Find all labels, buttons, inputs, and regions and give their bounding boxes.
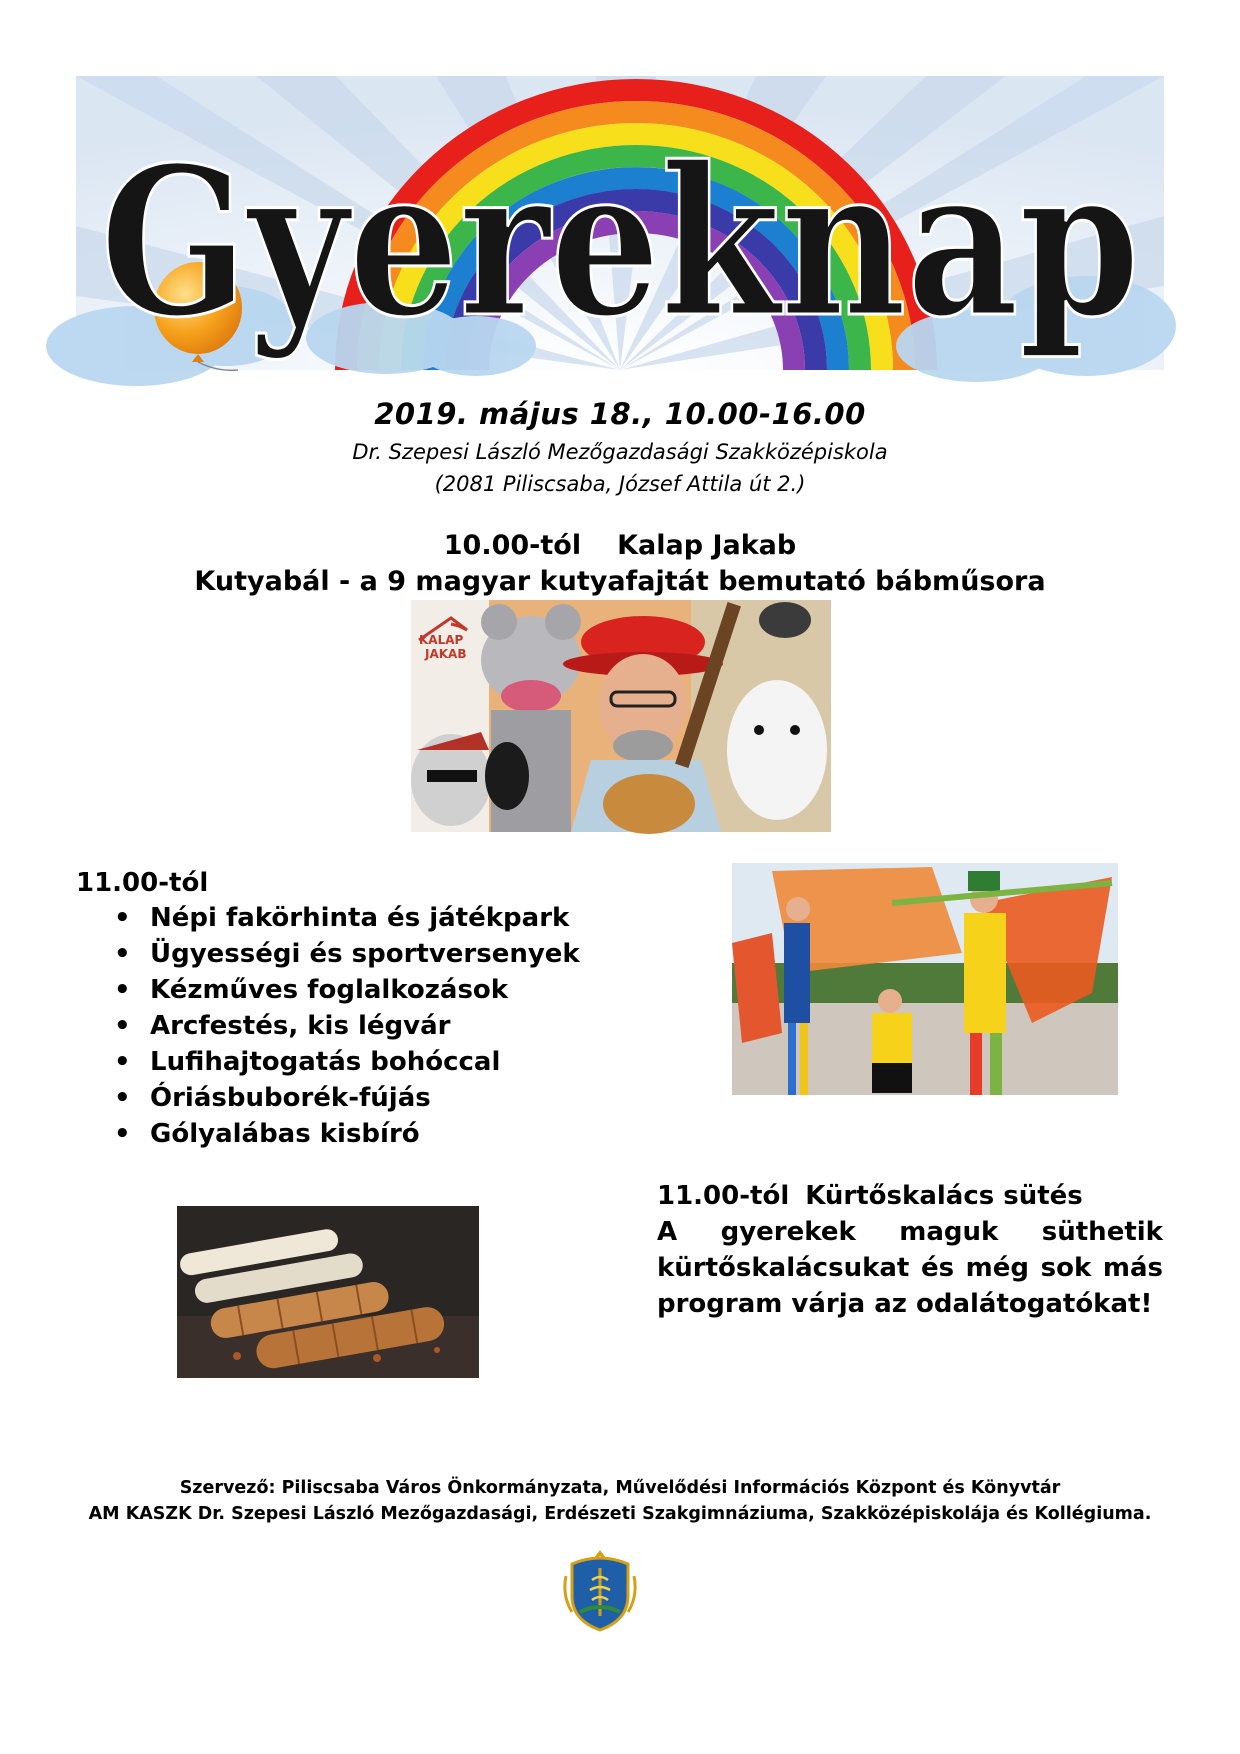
list-item: • Ügyességi és sportversenyek	[112, 936, 580, 972]
kalap-jakab-photo	[411, 600, 831, 832]
kurtoskalacs-photo	[177, 1206, 479, 1378]
event-date-time: 2019. május 18., 10.00-16.00	[374, 397, 866, 431]
kalap-heading	[0, 530, 1240, 561]
banner-title: Gyereknap	[100, 123, 1140, 363]
kurtos-word: gyerekek	[720, 1217, 856, 1247]
svg-text:KALAP: KALAP	[419, 633, 464, 647]
kurtos-description	[657, 1214, 1163, 1322]
kurtos-word: maguk	[899, 1217, 999, 1247]
kurtos-word: süthetik	[1041, 1217, 1163, 1247]
kurtos-title: Kürtőskalács sütés	[805, 1181, 1083, 1211]
kurtos-section	[657, 1178, 1163, 1322]
stilt-walkers-photo	[732, 863, 1118, 1095]
list-item: • Népi fakörhinta és játékpark	[112, 900, 580, 936]
kurtos-word: A	[657, 1217, 678, 1247]
kurtos-description-rest: kürtőskalácsukat és még sok más program várja az odalátogatókat!	[657, 1253, 1163, 1319]
list-item: • Arcfestés, kis légvár	[112, 1008, 580, 1044]
svg-text:JAKAB: JAKAB	[425, 647, 467, 661]
event-venue: Dr. Szepesi László Mezőgazdasági Szakközépiskola	[352, 440, 888, 464]
kalap-time: 10.00-tól	[443, 530, 582, 561]
footer-school: AM KASZK Dr. Szepesi László Mezőgazdasági, Erdészeti Szakgimnáziuma, Szakközépiskolája és Kollégiuma.	[88, 1504, 1152, 1524]
crest-icon	[562, 1546, 638, 1632]
programme-list	[112, 900, 580, 1152]
gyereknap-banner	[76, 76, 1164, 370]
list-item: • Lufihajtogatás bohóccal	[112, 1044, 580, 1080]
footer-organizer: Szervező: Piliscsaba Város Önkormányzata, Művelődési Információs Központ és Könyvtár	[179, 1478, 1061, 1498]
kurtos-heading	[657, 1178, 1163, 1214]
kalap-description: Kutyabál - a 9 magyar kutyafajtát bemutató bábműsora	[194, 566, 1046, 597]
programme-time: 11.00-tól	[76, 868, 209, 898]
kurtos-time: 11.00-tól	[657, 1181, 790, 1211]
kurtos-description-line1	[657, 1214, 1163, 1250]
kalap-performer: Kalap Jakab	[617, 530, 797, 561]
list-item: • Óriásbuborék-fújás	[112, 1080, 580, 1116]
banner-graphic	[76, 76, 1164, 370]
list-item: • Gólyalábas kisbíró	[112, 1116, 580, 1152]
list-item: • Kézműves foglalkozások	[112, 972, 580, 1008]
event-address: (2081 Piliscsaba, József Attila út 2.)	[434, 472, 806, 496]
